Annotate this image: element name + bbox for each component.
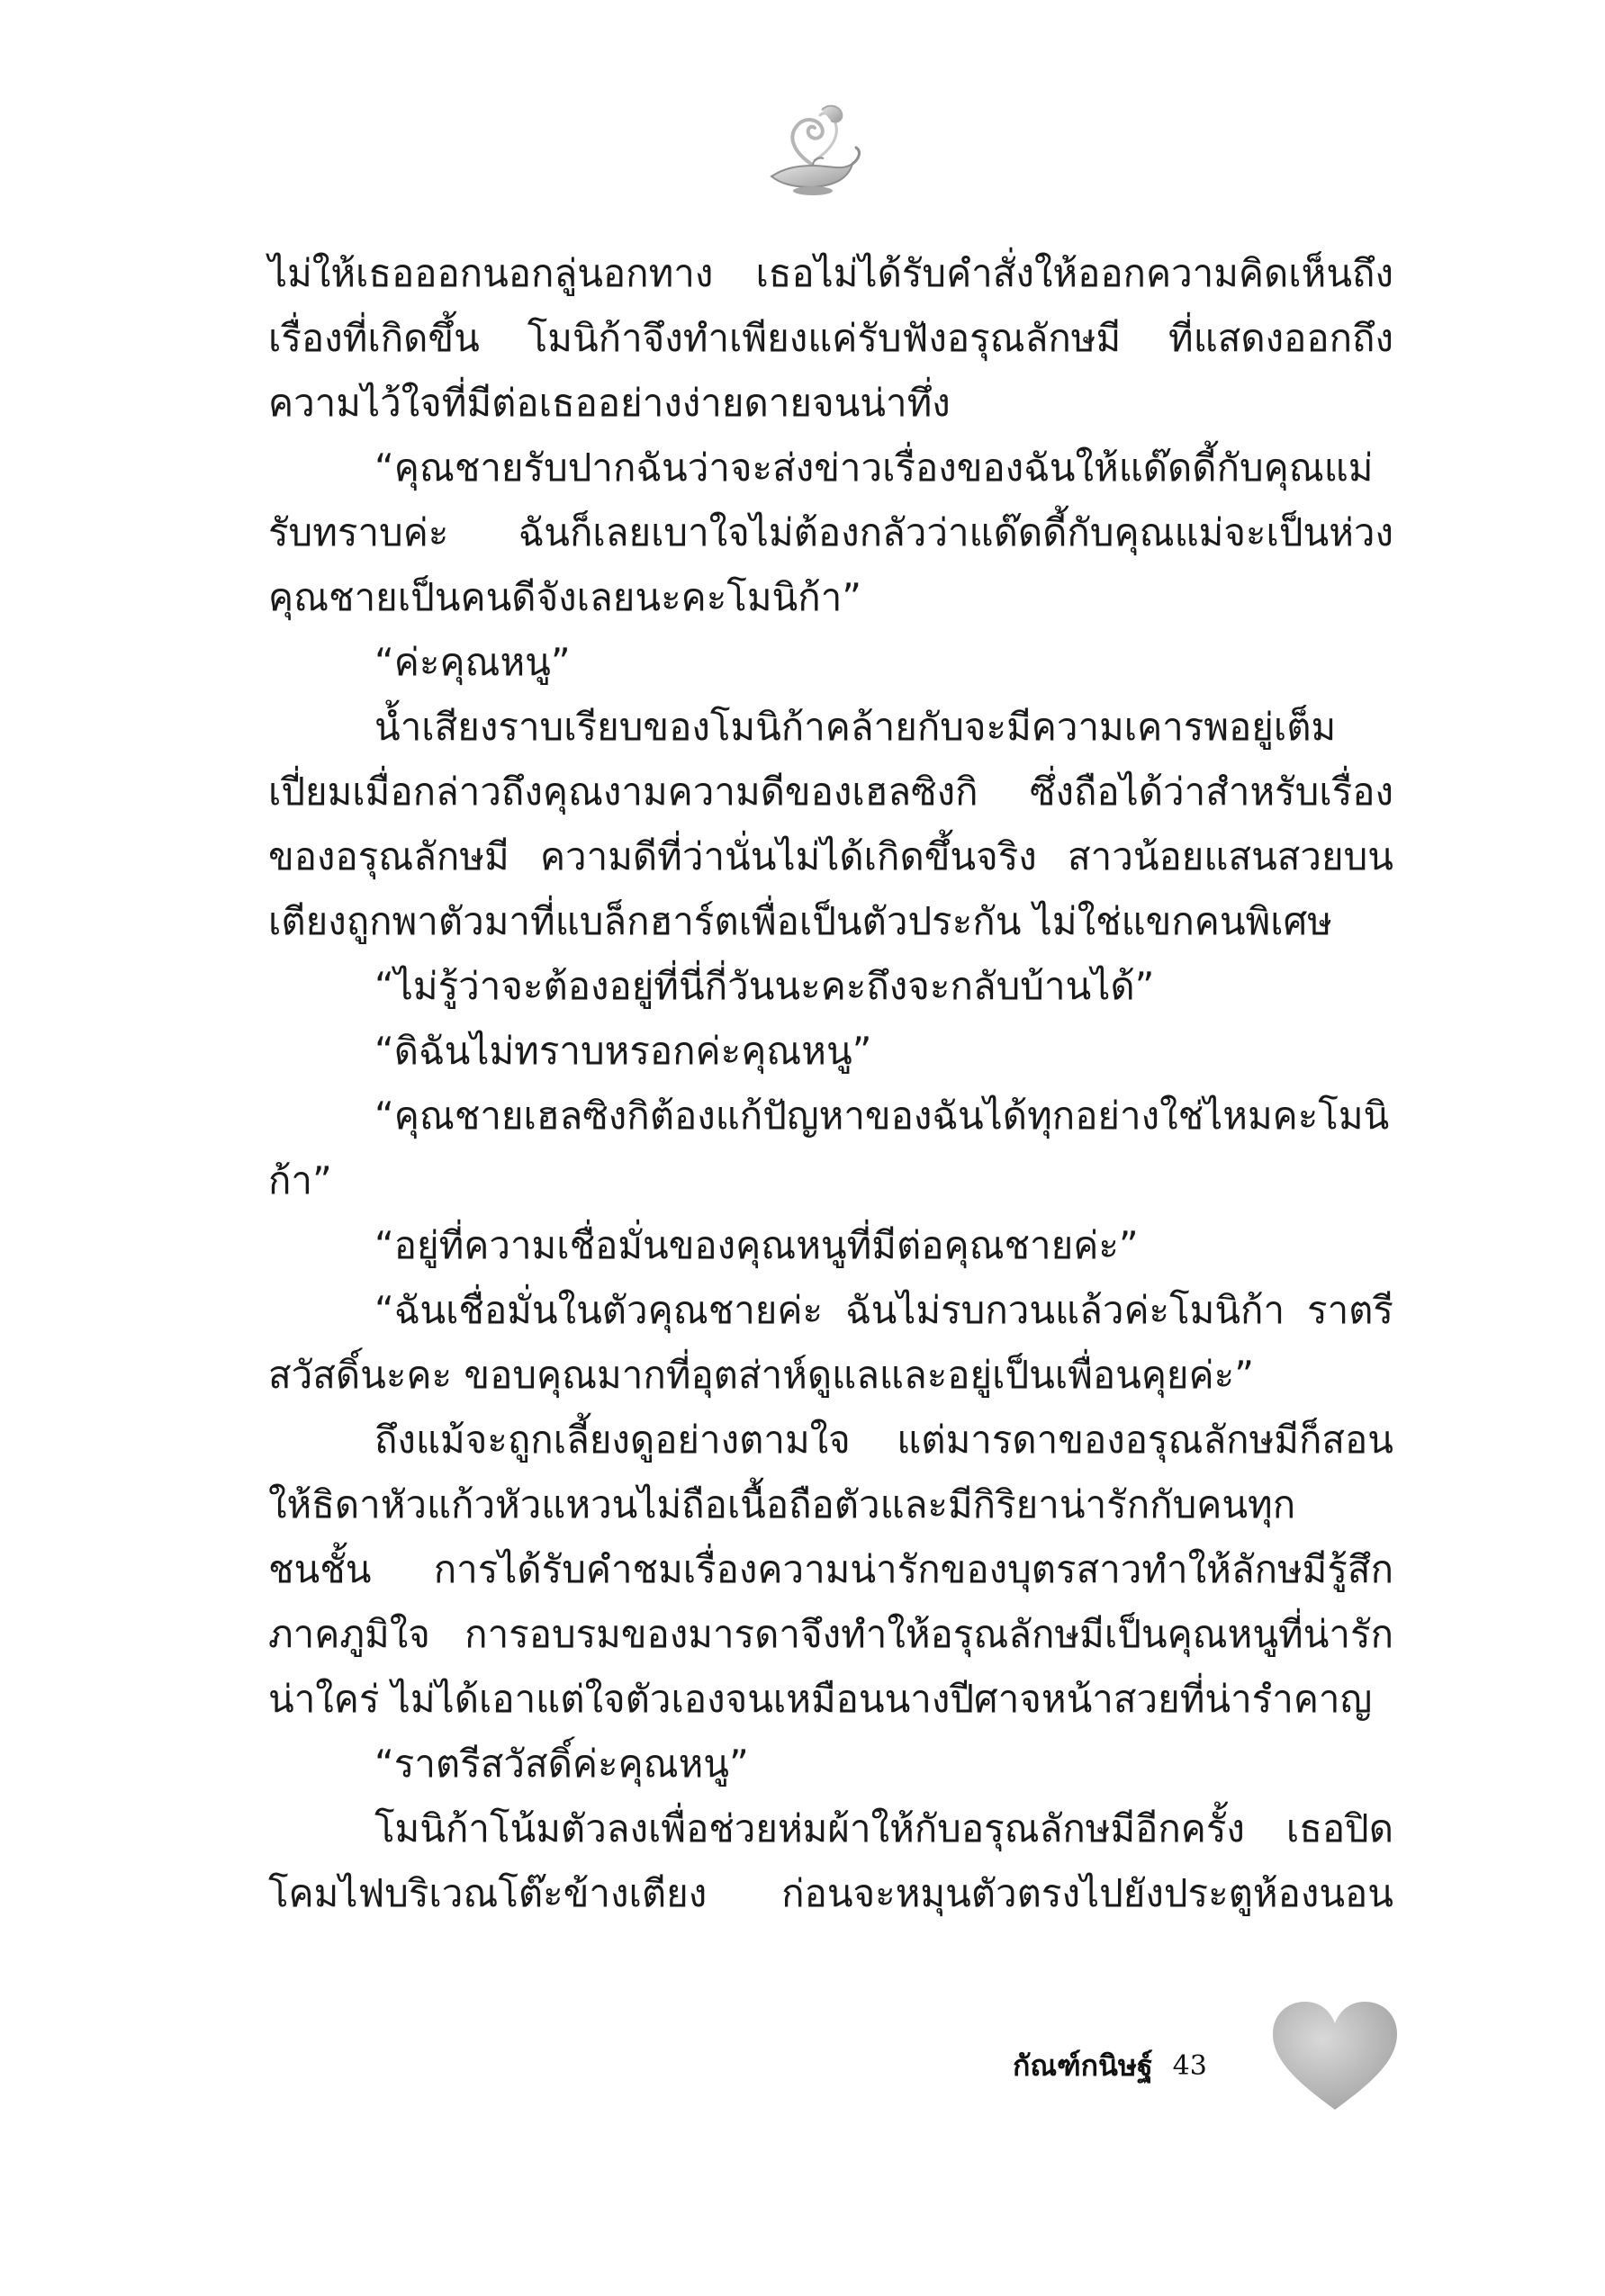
page-footer [1013, 2039, 1207, 2093]
paragraph-8: “อยู่ที่ความเชื่อมั่นของคุณหนูที่มีต่อคุณชายค่ะ” [374, 1223, 1139, 1267]
paragraph-6: “ดิฉันไม่ทราบหรอกค่ะคุณหนู” [374, 1029, 872, 1073]
paragraph-5: “ไม่รู้ว่าจะต้องอยู่ที่นี่กี่วันนะคะถึงจะกลับบ้านได้” [374, 964, 1155, 1008]
paragraph-11: “ราตรีสวัสดิ์ค่ะคุณหนู” [374, 1742, 749, 1786]
genie-lamp-icon [759, 101, 867, 209]
paragraph-3: “ค่ะคุณหนู” [374, 640, 571, 684]
author-name: กัณฑ์กนิษฐ์ [1013, 2048, 1153, 2083]
story-text [268, 241, 1393, 1926]
paragraph-4: น้ำเสียงราบเรียบของโมนิก้าคล้ายกับจะมีความเคารพอยู่เต็มเปี่ยมเมื่อกล่าวถึงคุณงามความดีของเฮลซิงกิ ซึ่งถือได้ว่าสำหรับเรื่องของอรุณลักษมี ความดีที่ว่านั่นไม่ได้เกิดขึ้นจริง สาวน้อยแสนสวยบนเตียงถูกพาตัวมาที่แบล็กฮาร์ตเพื่อเป็นตัวประกัน ไม่ใช่แขกคนพิเศษ [268, 705, 1393, 943]
heart-icon [1267, 1998, 1402, 2115]
paragraph-10: ถึงแม้จะถูกเลี้ยงดูอย่างตามใจ แต่มารดาของอรุณลักษมีก็สอนให้ธิดาหัวแก้วหัวแหวนไม่ถือเนื้อถือตัวและมีกิริยาน่ารักกับคนทุกชนชั้น การได้รับคำชมเรื่องความน่ารักของบุตรสาวทำให้ลักษมีรู้สึกภาคภูมิใจ การอบรมของมารดาจึงทำให้อรุณลักษมีเป็นคุณหนูที่น่ารักน่าใคร่ ไม่ได้เอาแต่ใจตัวเองจนเหมือนนางปีศาจหน้าสวยที่น่ารำคาญ [268, 1418, 1393, 1721]
paragraph-7: “คุณชายเฮลซิงกิต้องแก้ปัญหาของฉันได้ทุกอย่างใช่ไหมคะโมนิก้า” [268, 1094, 1390, 1202]
paragraph-9: “ฉันเชื่อมั่นในตัวคุณชายค่ะ ฉันไม่รบกวนแล้วค่ะโมนิก้า ราตรีสวัสดิ์นะคะ ขอบคุณมากที่อุตส่าห์ดูแลและอยู่เป็นเพื่อนคุยค่ะ” [268, 1288, 1393, 1397]
paragraph-2: “คุณชายรับปากฉันว่าจะส่งข่าวเรื่องของฉันให้แด๊ดดี้กับคุณแม่รับทราบค่ะ ฉันก็เลยเบาใจไม่ต้องกลัวว่าแด๊ดดี้กับคุณแม่จะเป็นห่วง คุณชายเป็นคนดีจังเลยนะคะโมนิก้า” [268, 446, 1393, 619]
page-number: 43 [1172, 2049, 1207, 2082]
paragraph-12: โมนิก้าโน้มตัวลงเพื่อช่วยห่มผ้าให้กับอรุณลักษมีอีกครั้ง เธอปิดโคมไฟบริเวณโต๊ะข้างเตียง ก่อนจะหมุนตัวตรงไปยังประตูห้องนอน [268, 1806, 1393, 1915]
paragraph-1: ไม่ให้เธอออกนอกลู่นอกทาง เธอไม่ได้รับคำสั่งให้ออกความคิดเห็นถึงเรื่องที่เกิดขึ้น โมนิก้าจึงทำเพียงแค่รับฟังอรุณลักษมี ที่แสดงออกถึงความไว้ใจที่มีต่อเธออย่างง่ายดายจนน่าทึ่ง [268, 251, 1393, 425]
